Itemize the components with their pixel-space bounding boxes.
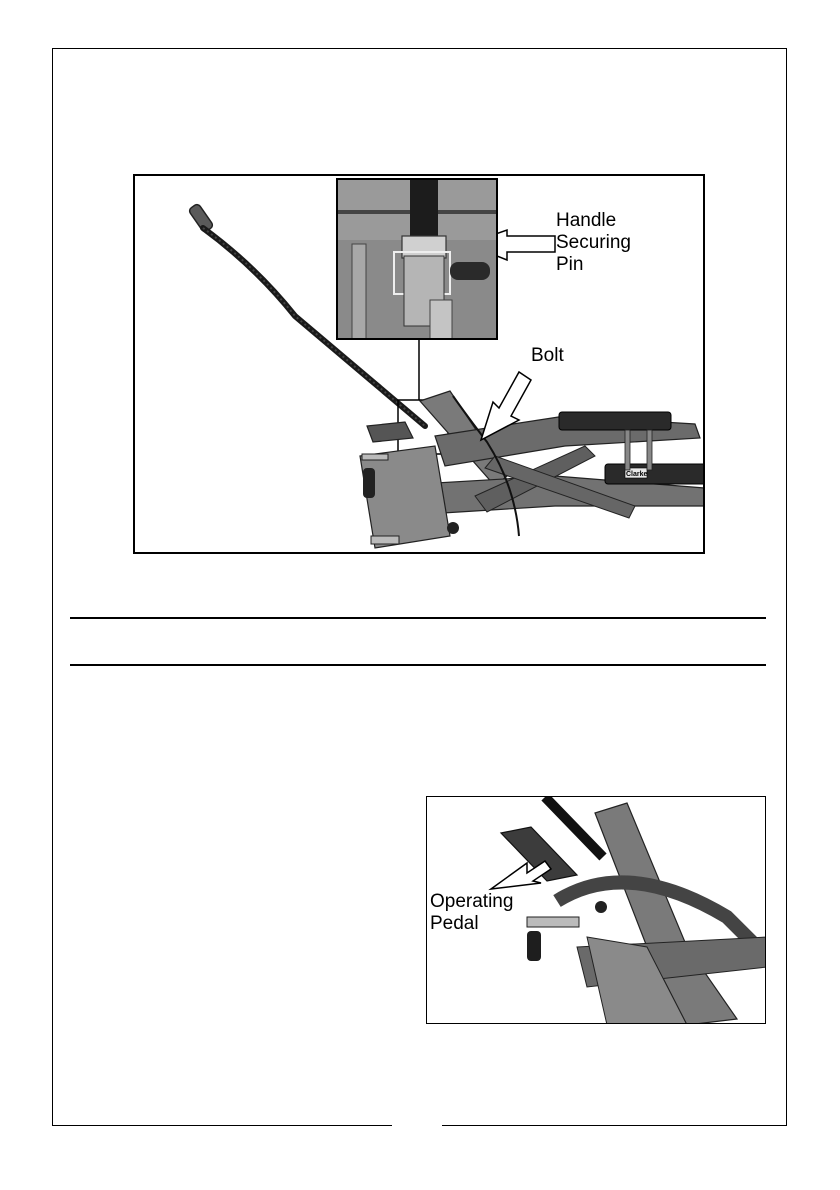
callout-bolt: Bolt: [531, 345, 564, 366]
handle-bar: [545, 797, 603, 857]
callout-line: Handle: [556, 210, 617, 231]
callout-arrow-pedal: [491, 861, 551, 889]
footer-page-number-gap: [392, 1120, 442, 1132]
callout-operating-pedal: [430, 891, 513, 935]
callout-line: Pedal: [430, 913, 479, 934]
castor-wheel: [527, 931, 541, 961]
castor-bracket: [527, 917, 579, 927]
callout-line: Pin: [556, 254, 584, 275]
callout-handle-securing-pin: [556, 210, 631, 276]
inset-detail-handle-pin: [336, 178, 498, 340]
inset-illustration: [338, 180, 498, 340]
callout-line: Operating: [430, 891, 514, 912]
section-rule-top: [70, 617, 766, 619]
callout-line: Securing: [556, 232, 631, 253]
section-rule-bottom: [70, 664, 766, 666]
brand-plate-text: Clarke: [626, 471, 648, 478]
release-knob: [595, 901, 607, 913]
